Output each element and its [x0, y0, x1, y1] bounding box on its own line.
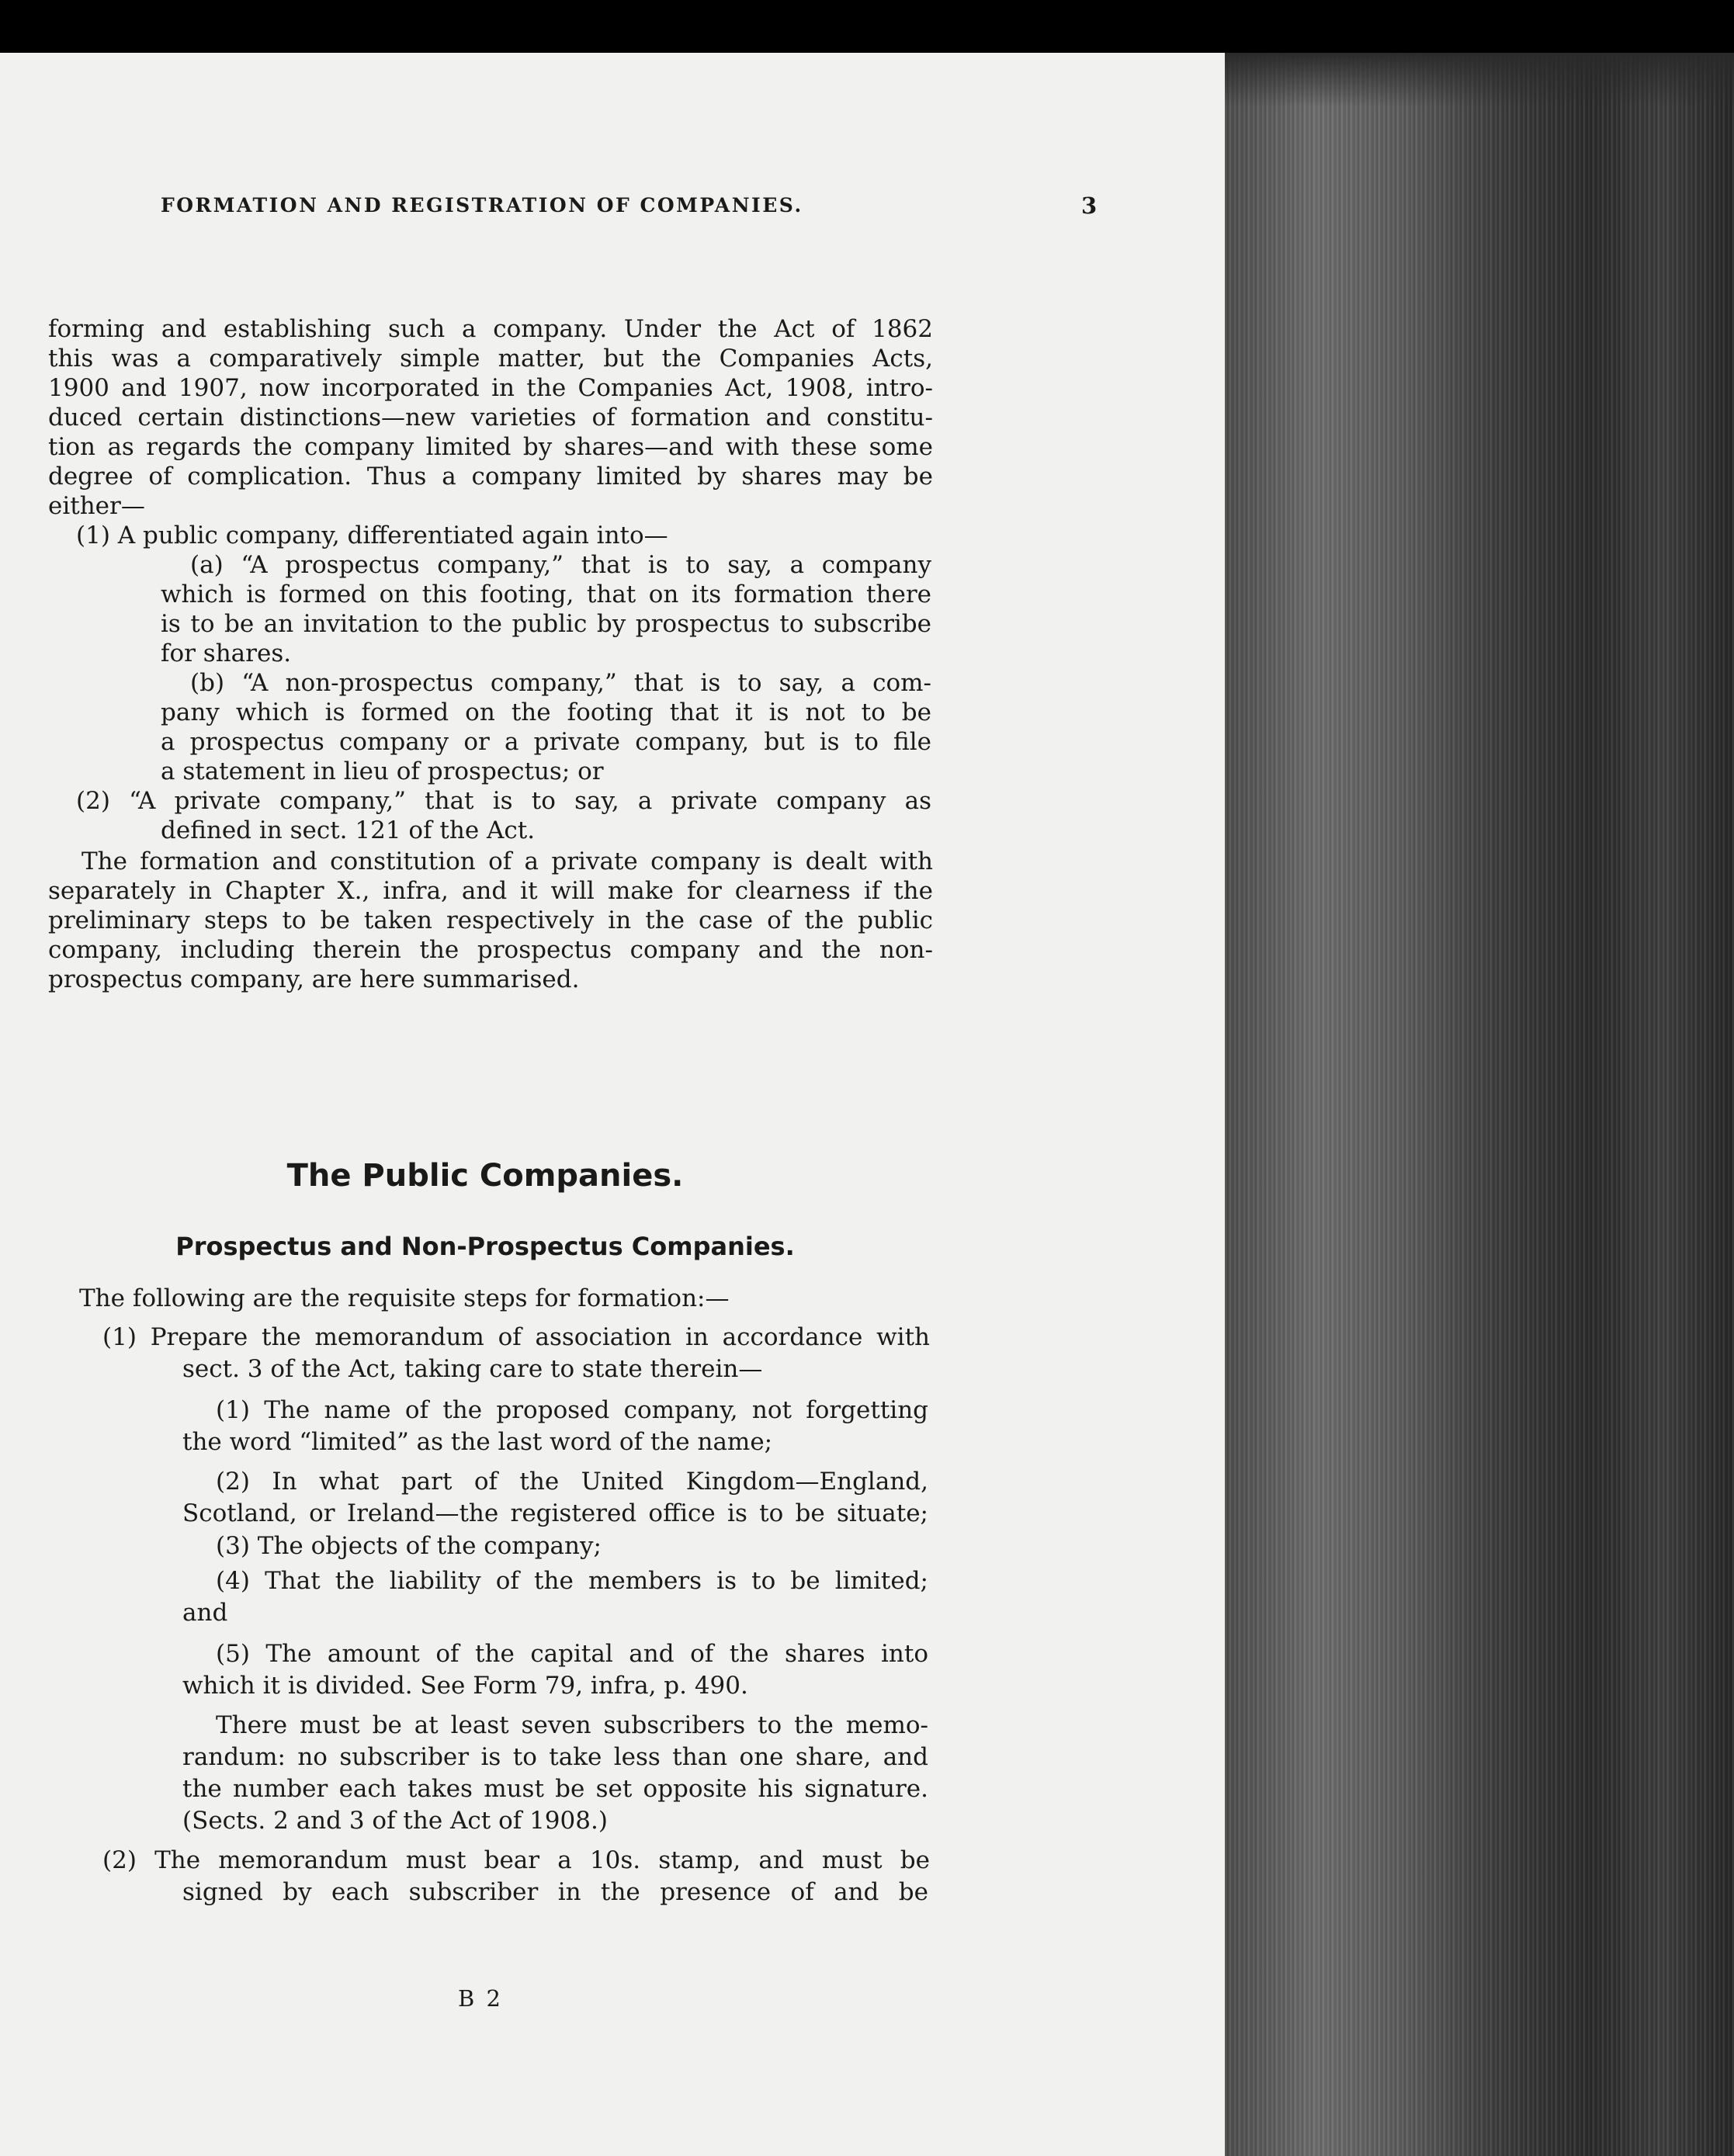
list-item: (1) A public company, differentiated again into—: [76, 522, 668, 549]
text-line: company, including therein the prospectus company and the non-: [48, 936, 933, 964]
text-line: duced certain distinctions—new varieties of formation and constitu-: [48, 404, 933, 432]
list-item: (3) The objects of the company;: [216, 1532, 602, 1560]
text-line: this was a comparatively simple matter, but the Companies Acts,: [48, 345, 933, 373]
list-item: (a) “A prospectus company,” that is to say, a company: [190, 551, 931, 579]
text-line: a prospectus company or a private company, but is to file: [161, 728, 931, 756]
text-line: Scotland, or Ireland—the registered office is to be situate;: [182, 1499, 928, 1527]
text-line: either—: [48, 492, 145, 520]
text-line: pany which is formed on the footing that it is not to be: [161, 698, 931, 726]
subsection-heading: Prospectus and Non-Prospectus Companies.: [175, 1232, 795, 1261]
book-spine-edge: [1225, 53, 1734, 2156]
list-item: (5) The amount of the capital and of the shares into: [216, 1640, 928, 1668]
text-line: is to be an invitation to the public by prospectus to subscribe: [161, 610, 931, 638]
text-line: defined in sect. 121 of the Act.: [161, 816, 536, 844]
list-item: (4) That the liability of the members is to be limited;: [216, 1567, 928, 1595]
spine-shadow: [1225, 53, 1734, 107]
list-item: (2) “A private company,” that is to say, a private company as: [76, 787, 931, 815]
running-head-title: FORMATION AND REGISTRATION OF COMPANIES.: [161, 194, 803, 217]
text-line: preliminary steps to be taken respectively in the case of the public: [48, 906, 933, 934]
list-item: (1) Prepare the memorandum of association in accordance with: [102, 1323, 930, 1351]
text-line: forming and establishing such a company. Under the Act of 1862: [48, 315, 933, 343]
text-line: 1900 and 1907, now incorporated in the Companies Act, 1908, intro-: [48, 374, 933, 402]
text-line: sect. 3 of the Act, taking care to state therein—: [182, 1355, 763, 1383]
text-line: the word “limited” as the last word of the name;: [182, 1428, 773, 1456]
list-item: (1) The name of the proposed company, not forgetting: [216, 1396, 928, 1424]
text-line: randum: no subscriber is to take less than one share, and: [182, 1743, 928, 1771]
text-line: separately in Chapter X., infra, and it will make for clearness if the: [48, 877, 933, 905]
text-line: and: [182, 1599, 228, 1627]
text-line: which it is divided. See Form 79, infra, p. 490.: [182, 1672, 748, 1700]
text-line: signed by each subscriber in the presence of and be: [182, 1878, 928, 1906]
list-item: (2) In what part of the United Kingdom—England,: [216, 1468, 928, 1496]
text-line: (Sects. 2 and 3 of the Act of 1908.): [182, 1807, 608, 1835]
text-line: tion as regards the company limited by shares—and with these some: [48, 433, 933, 461]
book-page: [0, 53, 1225, 2156]
page-number: 3: [1081, 192, 1098, 219]
section-heading: The Public Companies.: [286, 1158, 684, 1194]
text-line: prospectus company, are here summarised.: [48, 965, 580, 993]
text-line: There must be at least seven subscribers to the memo-: [216, 1711, 928, 1739]
text-line: a statement in lieu of prospectus; or: [161, 757, 604, 785]
text-line: The formation and constitution of a private company is dealt with: [81, 847, 933, 875]
list-item: (2) The memorandum must bear a 10s. stamp, and must be: [102, 1846, 930, 1874]
running-head: [0, 194, 1225, 225]
list-item: (b) “A non-prospectus company,” that is to say, a com-: [190, 669, 931, 697]
text-line: for shares.: [161, 640, 292, 667]
text-line: which is formed on this footing, that on its formation there: [161, 581, 931, 608]
signature-mark: B 2: [458, 1985, 503, 2012]
text-line: The following are the requisite steps for formation:—: [79, 1284, 730, 1312]
text-line: the number each takes must be set opposite his signature.: [182, 1775, 928, 1803]
text-line: degree of complication. Thus a company limited by shares may be: [48, 463, 933, 490]
